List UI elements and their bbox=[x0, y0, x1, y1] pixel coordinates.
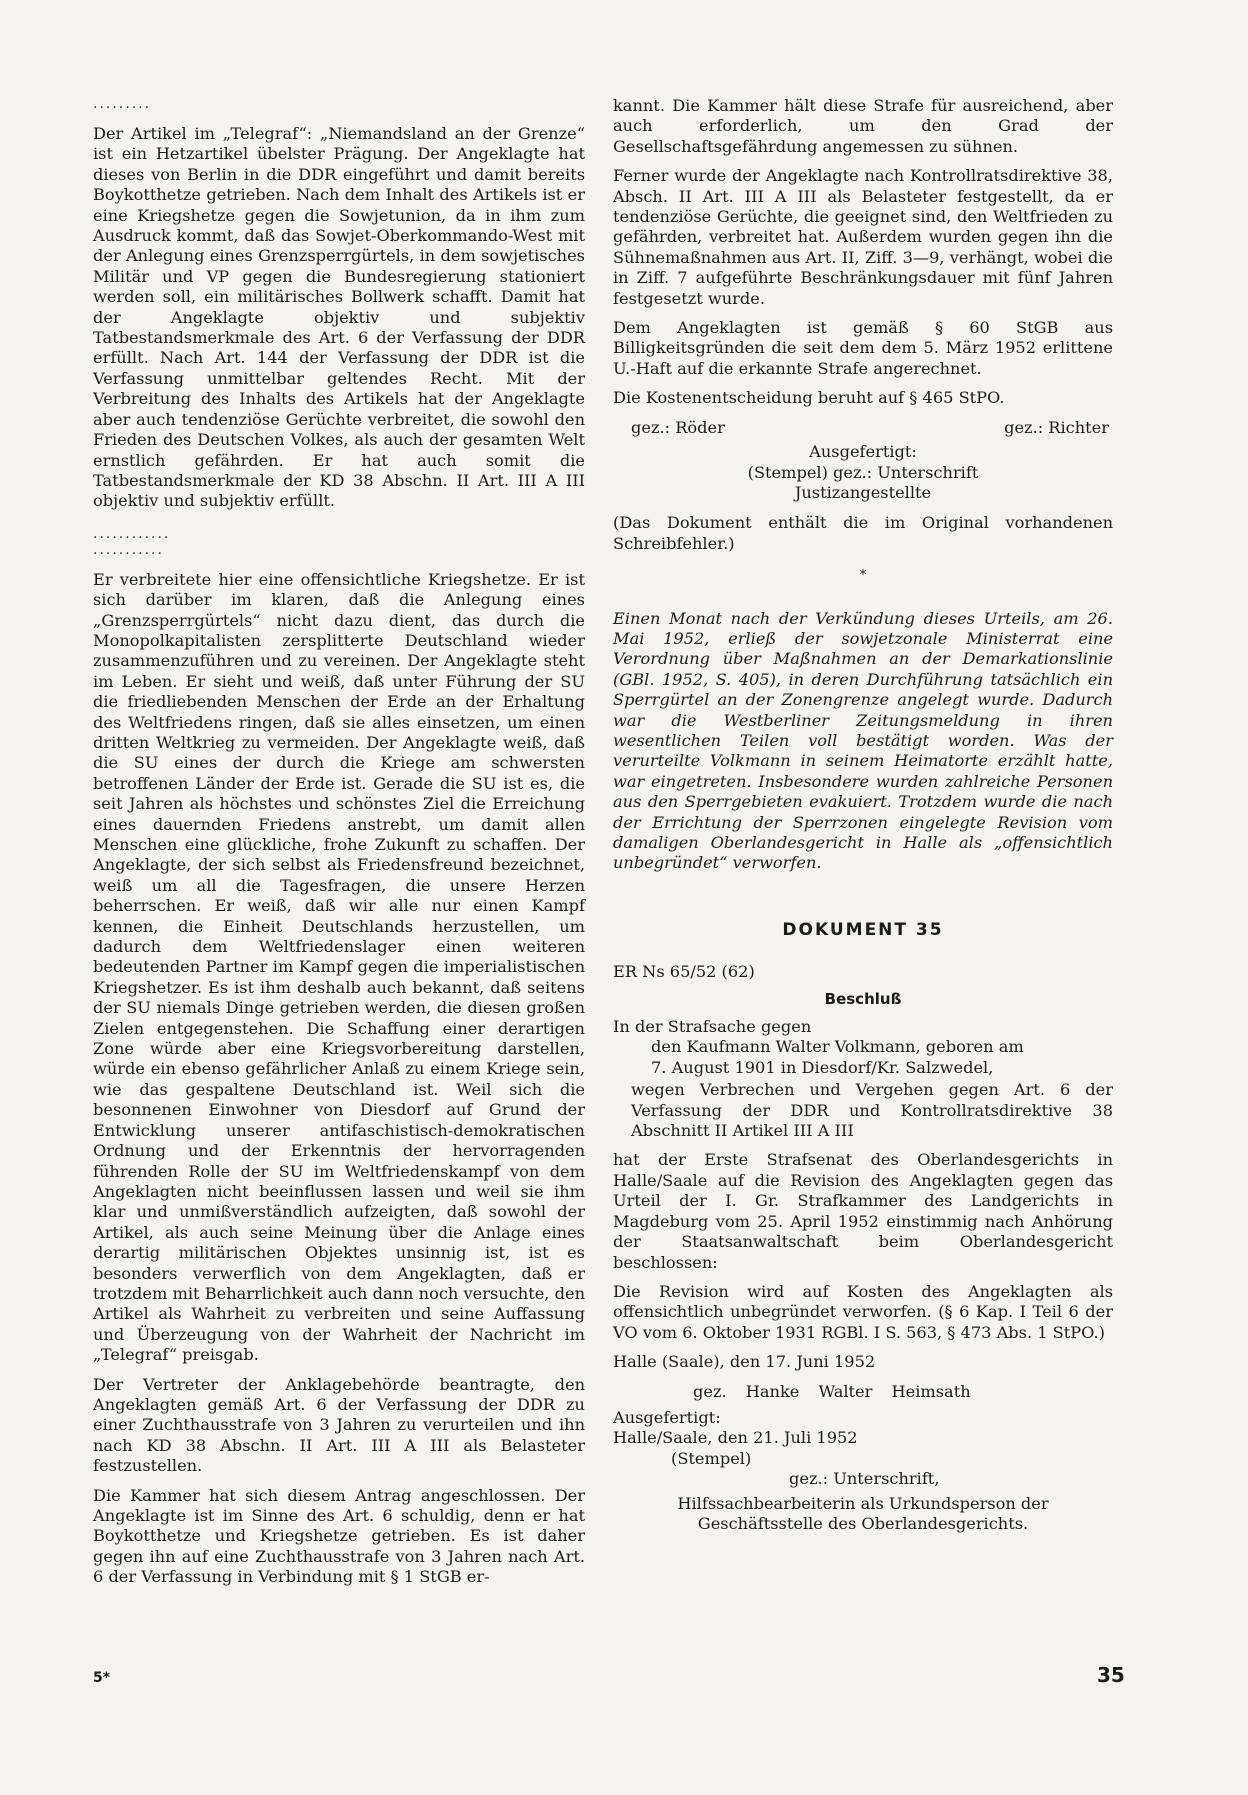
clerk-role: Hilfssachbearbeiterin als Urkundsperson der Geschäftsstelle des Oberlandesgerichts. bbox=[677, 1493, 1049, 1533]
document-heading: DOKUMENT 35 bbox=[782, 919, 944, 940]
judges-signatures: gez. Hanke Walter Heimsath bbox=[693, 1381, 971, 1401]
stempel-line: (Stempel) gez.: Unterschrift bbox=[747, 462, 979, 482]
decision-date: Halle (Saale), den 17. Juni 1952 bbox=[613, 1352, 876, 1372]
charge-paragraph: wegen Verbrechen und Vergehen gegen Art. 6 der Verfassung der DDR und Kontrollratsdirektive 38 Abschnitt II Artikel III A III bbox=[631, 1080, 1113, 1141]
section-separator-star: * bbox=[859, 568, 867, 584]
right-column bbox=[613, 96, 1113, 1534]
page-number: 35 bbox=[1097, 1663, 1125, 1687]
issue-date: Halle/Saale, den 21. Juli 1952 bbox=[613, 1428, 858, 1448]
justizangestellte-label: Justizangestellte bbox=[794, 482, 932, 502]
ellipsis-marker: ........... bbox=[93, 541, 164, 558]
ellipsis-marker: ............ bbox=[93, 525, 171, 542]
ausgefertigt-label-2: Ausgefertigt: bbox=[613, 1407, 721, 1427]
signature-roeder: gez.: Röder bbox=[631, 417, 725, 437]
paragraph-kammer-urteil: Die Kammer hat sich diesem Antrag angeschlossen. Der Angeklagte ist im Sinne des Art. 6 schuldig, denn er hat Boykotthetze und Kriegshetze getrieben. Es ist daher gegen ihn auf eine Zuchthausstrafe von 3 Jahren nach Art. 6 der Verfassung in Verbindung mit § 1 StGB er- bbox=[93, 1485, 585, 1587]
ellipsis-marker: ......... bbox=[93, 96, 152, 112]
defendant-line-1: den Kaufmann Walter Volkmann, geboren am bbox=[651, 1037, 1024, 1057]
decision-paragraph: hat der Erste Strafsenat des Oberlandesgerichts in Halle/Saale auf die Revision des Angeklagten gegen das Urteil der I. Gr. Strafkammer des Landgerichts in Magdeburg vom 25. April 1952 einstimmig nach Anhörung der Staatsanwaltschaft beim Oberlandesgericht beschlossen: bbox=[613, 1150, 1113, 1272]
revision-paragraph: Die Revision wird auf Kosten des Angeklagten als offensichtlich unbegründet verworfen. (§ 6 Kap. I Teil 6 der VO vom 6. Oktober 1931 RGBl. I S. 563, § 473 Abs. 1 StPO.) bbox=[613, 1281, 1113, 1342]
editorial-note: (Das Dokument enthält die im Original vorhandenen Schreibfehler.) bbox=[613, 513, 1113, 553]
paragraph-kosten: Die Kostenentscheidung beruht auf § 465 StPO. bbox=[613, 388, 1005, 408]
paragraph-belasteter: Ferner wurde der Angeklagte nach Kontrollratsdirektive 38, Absch. II Art. III A III als Belasteter festgestellt, da er tendenziöse Gerüchte, die geeignet sind, den Weltfrieden zu gefährden, verbreitet hat. Außerdem wurden gegen ihn die Sühnemaßnahmen aus Art. II, Ziff. 3—9, verhängt, wobei die in Ziff. 7 aufgeführte Beschränkungsdauer mit fünf Jahren festgesetzt wurde. bbox=[613, 166, 1113, 308]
paragraph-kriegshetze: Er verbreitete hier eine offensichtliche Kriegshetze. Er ist sich darüber im klaren, daß die Anlegung eines „Grenzsperrgürtels“ nicht dazu dient, das durch die Monopolkapitalisten zersplitterte Deutschland wieder zusammenzuführen und zu vereinen. Der Angeklagte steht im Leben. Er sieht und weiß, daß unter Führung der SU die friedliebenden Menschen der Erde an der Erhaltung des Weltfriedens ringen, daß sie alles einsetzen, um einen dritten Weltkrieg zu vermeiden. Der Angeklagte weiß, daß die SU eines der durch die Kriege am schwersten betroffenen Länder der Erde ist. Gerade die SU ist es, die seit Jahren als höchstes und schönstes Ziel die Erreichung eines dauernden Friedens anstrebt, um damit allen Menschen eine glückliche, frohe Zukunft zu schaffen. Der Angeklagte, der sich selbst als Friedensfreund bezeichnet, weiß um all die Tagesfragen, die unsere Herzen beherrschen. Er weiß, daß wir alle nur einen Kampf kennen, die Einheit Deutschlands herzustellen, um dadurch dem Weltfriedenslager einen weiteren bedeutenden Partner im Kampf gegen die imperialistischen Kriegshetzer. Es ist ihm deshalb auch bekannt, daß seitens der SU niemals Dinge getrieben werden, die diesen großen Zielen entgegenstehen. Die Schaffung einer derartigen Zone würde aber eine Kriegsvorbereitung darstellen, würde ein ebenso gefährlicher Anlaß zu einem Kriege sein, wie das gespaltene Deutschland ist. Weil sich die besonnenen Einwohner von Diesdorf auf Grund der Entwicklung unserer antifaschistisch-demokratischen Ordnung und der Erkenntnis der hervorragenden führenden Rolle der SU im Weltfriedenskampf von dem Angeklagten nicht beeinflussen lassen und weil sie ihm klar und unmißverständlich aufzeigten, daß sowohl der Artikel, als auch seine Meinung über die Anlage eines derartig militärischen Objektes unsinnig ist, ist es besonders verwerflich von dem Angeklagten, daß er trotzdem mit Beharrlichkeit auch dann noch versuchte, den Artikel als Wahrheit zu verbreiten und seine Auffassung und Überzeugung von der Wahrheit der Nachricht im „Telegraf“ preisgab. bbox=[93, 569, 585, 1365]
printer-signature-mark: 5* bbox=[93, 1670, 111, 1686]
signature-row bbox=[613, 418, 1113, 438]
reference-number: ER Ns 65/52 (62) bbox=[613, 962, 755, 982]
paragraph-strafe: kannt. Die Kammer hält diese Strafe für ausreichend, aber auch erforderlich, um den Grad der Gesellschaftsgefährdung angemessen zu sühnen. bbox=[613, 96, 1113, 156]
ellipsis-block bbox=[93, 526, 585, 558]
signature-richter: gez.: Richter bbox=[1004, 417, 1109, 437]
left-column bbox=[93, 96, 585, 1597]
ausgefertigt-label: Ausgefertigt: bbox=[809, 442, 917, 462]
paragraph-telegraf-article: Der Artikel im „Telegraf“: „Niemandsland an der Grenze“ ist ein Hetzartikel übelster Prägung. Der Angeklagte hat dieses von Berlin in die DDR eingeführt und damit bereits Boykotthetze getrieben. Nach dem Inhalt des Artikels ist er eine Kriegshetze gegen die Sowjetunion, da in ihm zum Ausdruck kommt, daß das Sowjet-Oberkommando-West mit der Anlegung eines Grenzsperrgürtels, in dem sowjetisches Militär und VP gegen die Bundesregierung stationiert werden soll, ein militärisches Bollwerk schafft. Damit hat der Angeklagte objektiv und subjektiv Tatbestandsmerkmale des Art. 6 der Verfassung der DDR erfüllt. Nach Art. 144 der Verfassung der DDR ist die Verfassung unmittelbar geltendes Recht. Mit der Verbreitung des Inhalts des Artikels hat der Angeklagte aber auch tendenziöse Gerüchte verbreitet, die sowohl den Frieden des Deutschen Volkes, als auch der gesamten Welt ernstlich gefährden. Er hat auch somit die Tatbestandsmerkmale der KD 38 Abschn. II Art. III A III objektiv und subjektiv erfüllt. bbox=[93, 124, 585, 511]
commentary-paragraph: Einen Monat nach der Verkündung dieses Urteils, am 26. Mai 1952, erließ der sowjetzonale Ministerrat eine Verordnung über Maßnahmen an der Demarkationslinie (GBl. 1952, S. 405), in deren Durchführung tatsächlich ein Sperrgürtel an der Zonengrenze angelegt wurde. Dadurch war die Westberliner Zeitungsmeldung in ihren wesentlichen Teilen voll bestätigt worden. Was der verurteilte Volkmann in seinem Heimatorte erzählt hatte, war eingetreten. Insbesondere wurden zahlreiche Personen aus den Sperrgebieten evakuiert. Trotzdem wurde die nach der Errichtung der Sperrzonen eingelegte Revision vom damaligen Oberlandesgericht in Halle als „offensichtlich unbegründet“ verworfen. bbox=[613, 608, 1113, 873]
strafsache-line: In der Strafsache gegen bbox=[613, 1017, 812, 1037]
defendant-line-2: 7. August 1901 in Diesdorf/Kr. Salzwedel, bbox=[651, 1057, 994, 1077]
paragraph-u-haft: Dem Angeklagten ist gemäß § 60 StGB aus Billigkeitsgründen die seit dem dem 5. März 1952 erlittene U.-Haft auf die erkannte Strafe angerechnet. bbox=[613, 318, 1113, 378]
stempel-label-2: (Stempel) bbox=[671, 1448, 752, 1468]
paragraph-anklage-antrag: Der Vertreter der Anklagebehörde beantragte, den Angeklagten gemäß Art. 6 der Verfassung der DDR zu einer Zuchthausstrafe von 3 Jahren zu verurteilen und ihn nach KD 38 Abschn. II Art. III A III als Belasteter festzustellen. bbox=[93, 1374, 585, 1476]
beschluss-heading: Beschluß bbox=[824, 989, 902, 1008]
unterschrift-label-2: gez.: Unterschrift, bbox=[789, 1469, 940, 1489]
